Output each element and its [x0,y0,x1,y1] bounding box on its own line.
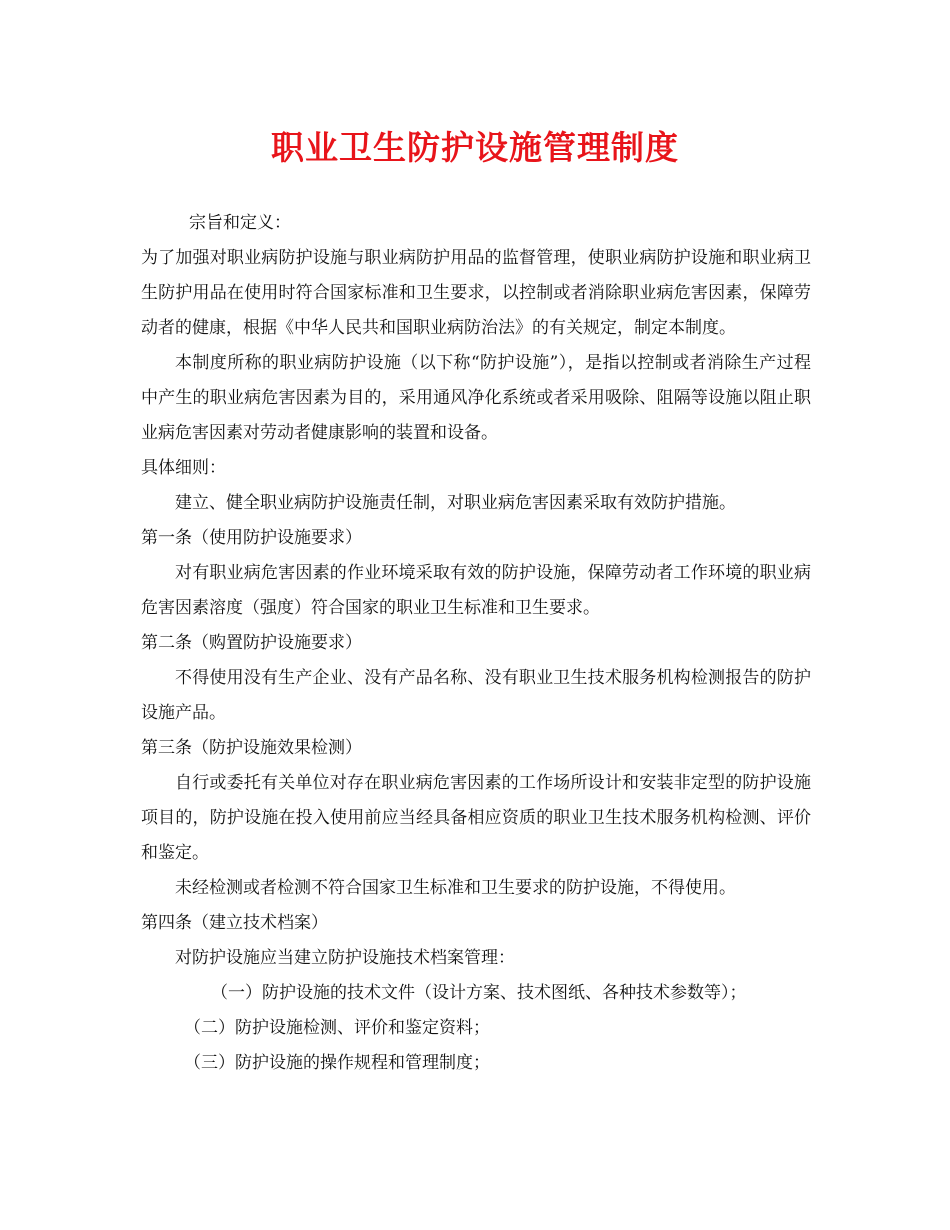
document-body [141,206,811,1081]
list-item-1: （一）防护设施的技术文件（设计方案、技术图纸、各种技术参数等）； [211,983,747,1003]
section-heading-details: 具体细则： [141,458,226,478]
article-heading-3: 第三条（防护设施效果检测） [141,738,362,758]
article-heading-2: 第二条（购置防护设施要求） [141,633,362,653]
section-heading-purpose: 宗旨和定义： [189,213,291,233]
paragraph-definition: 本制度所称的职业病防护设施（以下称“防护设施”），是指以控制或者消除生产过程中产生的职业病危害因素为目的，采用通风净化系统或者采用吸除、阻隔等设施以阻止职业病危害因素对劳动者健康影响的装置和设备。 [141,353,811,443]
article-body-1: 对有职业病危害因素的作业环境采取有效的防护设施，保障劳动者工作环境的职业病危害因素溶度（强度）符合国家的职业卫生标准和卫生要求。 [141,563,811,618]
article-body-2: 不得使用没有生产企业、没有产品名称、没有职业卫生技术服务机构检测报告的防护设施产品。 [141,668,811,723]
paragraph-responsibility: 建立、健全职业病防护设施责任制，对职业病危害因素采取有效防护措施。 [175,493,736,513]
article-heading-4: 第四条（建立技术档案） [141,913,328,933]
paragraph-purpose: 为了加强对职业病防护设施与职业病防护用品的监督管理，使职业病防护设施和职业病卫生防护用品在使用时符合国家标准和卫生要求，以控制或者消除职业病危害因素，保障劳动者的健康，根据《中华人民共和国职业病防治法》的有关规定，制定本制度。 [141,248,811,338]
list-item-2: （二）防护设施检测、评价和鉴定资料； [184,1018,490,1038]
list-item-3: （三）防护设施的操作规程和管理制度； [184,1053,490,1073]
document-title: 职业卫生防护设施管理制度 [271,128,679,167]
article-body-3: 自行或委托有关单位对存在职业病危害因素的工作场所设计和安装非定型的防护设施项目的，防护设施在投入使用前应当经具备相应资质的职业卫生技术服务机构检测、评价和鉴定。 [141,773,811,863]
article-heading-1: 第一条（使用防护设施要求） [141,528,362,548]
article-body-4: 对防护设施应当建立防护设施技术档案管理： [175,948,515,968]
article-body-3-note: 未经检测或者检测不符合国家卫生标准和卫生要求的防护设施，不得使用。 [175,878,736,898]
